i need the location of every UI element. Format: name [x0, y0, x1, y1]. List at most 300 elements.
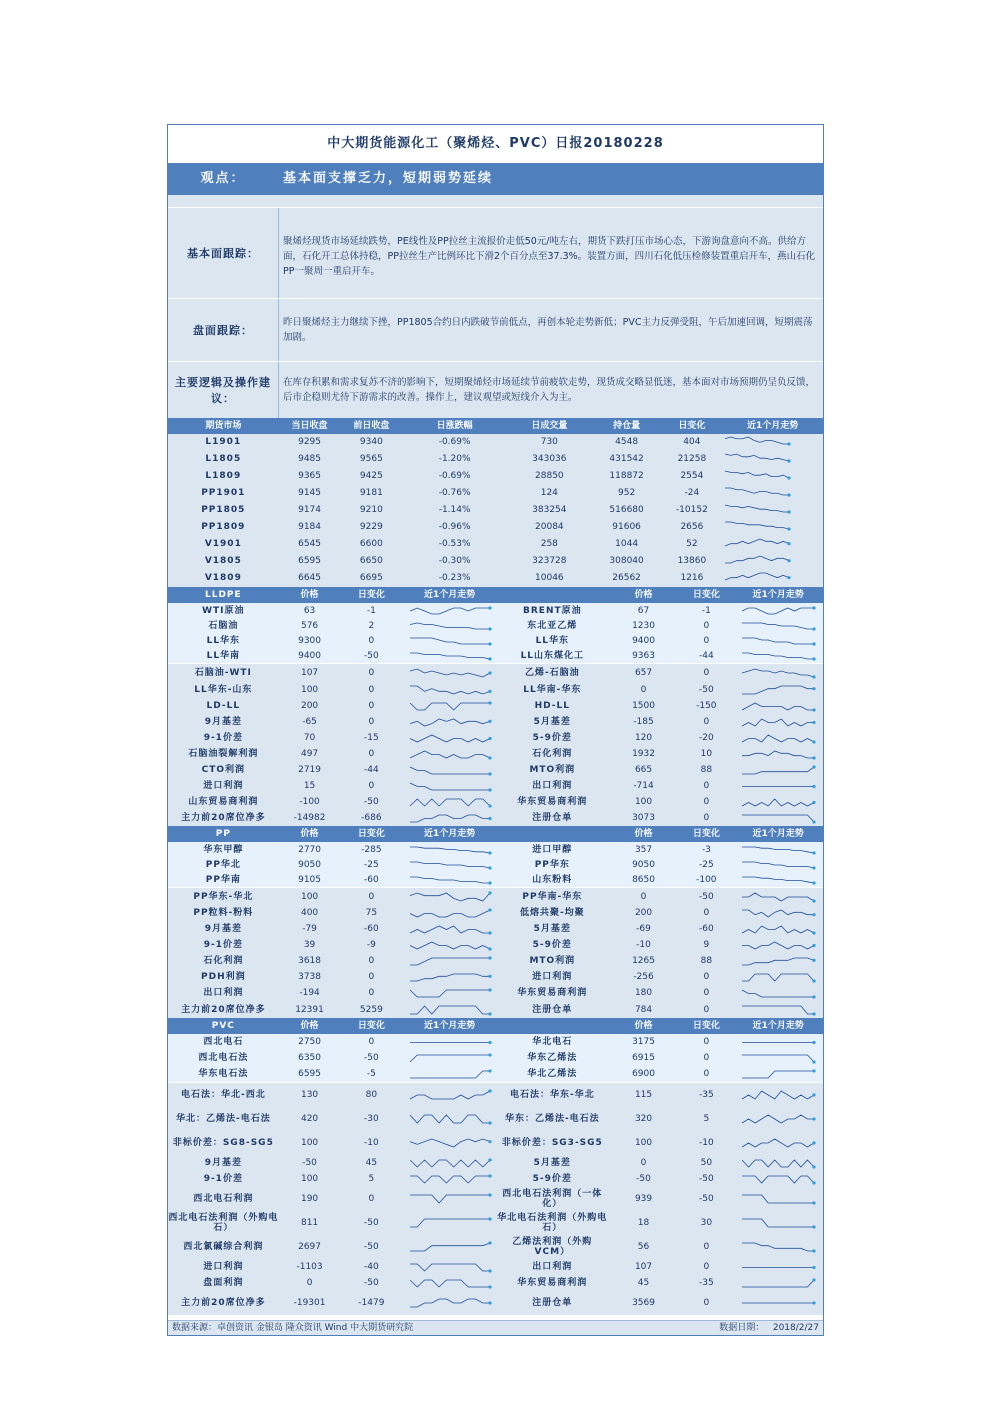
trend-sparkline: [407, 1112, 493, 1126]
data-date-label: 数据日期：: [719, 1323, 765, 1333]
indicator-row: [168, 1259, 823, 1275]
trend-last-point: [813, 606, 816, 609]
indicator-price: -14982: [293, 813, 326, 823]
market-label: 盘面跟踪：: [168, 299, 279, 361]
trend-last-point: [488, 1069, 491, 1072]
trend-sparkline: [407, 1173, 493, 1186]
trend-line: [742, 1091, 814, 1099]
trend-sparkline: [407, 605, 493, 617]
indicator-price: 9400: [298, 650, 322, 661]
indicator-row: [168, 618, 823, 633]
trend-cell: [733, 1001, 823, 1018]
trend-line: [410, 799, 490, 806]
trend-last-point: [488, 1089, 491, 1092]
contract-name: PP1805: [201, 505, 246, 515]
indicator-price: 0: [640, 684, 647, 695]
trend-last-point: [813, 899, 816, 902]
indicator-name: 华东电石法: [198, 1069, 249, 1079]
indicator-name: 出口利润: [532, 781, 573, 791]
indicator-price: 6915: [632, 1053, 655, 1063]
trend-line: [410, 1115, 490, 1123]
indicator-change: 0: [703, 1037, 710, 1047]
spacer-header: [497, 587, 608, 603]
indicator-name: 低熔共聚-均聚: [519, 908, 585, 918]
trend-line: [410, 958, 490, 965]
pct-change: -0.69%: [438, 471, 471, 481]
indicator-change: 5: [368, 1174, 375, 1184]
indicator-change: 75: [365, 908, 378, 918]
trend-last-point: [813, 1060, 816, 1063]
trend-cell: [722, 468, 823, 485]
indicator-change: 30: [700, 1218, 713, 1228]
view-label: 观点：: [200, 171, 246, 186]
trend-sparkline: [739, 1192, 817, 1206]
indicator-name: 乙烯法利润（外购VCM）: [512, 1237, 593, 1257]
trend-last-point: [813, 720, 816, 723]
trend-line: [410, 653, 490, 659]
spacer-header: [497, 1018, 608, 1034]
trend-last-point: [488, 642, 491, 645]
trend-last-point: [813, 1117, 816, 1120]
indicator-name: 出口利润: [203, 988, 244, 998]
indicator-row: [168, 810, 823, 826]
indicator-name: 华东贸易商利润: [517, 988, 588, 998]
indicator-name: 西北电石利润: [193, 1194, 254, 1204]
indicator-name: 9-1价差: [203, 1174, 243, 1184]
trend-line: [410, 719, 490, 726]
indicator-price: 8650: [632, 874, 655, 885]
trend-cell: [402, 953, 497, 969]
volume: 20084: [535, 522, 564, 532]
trend-sparkline: [407, 764, 493, 777]
trend-line: [742, 608, 814, 614]
indicator-change: 88: [700, 765, 713, 775]
trend-cell: [402, 888, 497, 905]
indicator-price: 0: [640, 1158, 647, 1168]
trend-line: [725, 488, 789, 495]
open-interest: 118872: [609, 471, 644, 481]
trend-sparkline: [407, 1068, 493, 1081]
indicator-name: 进口甲醇: [532, 844, 573, 855]
trend-cell: [733, 953, 823, 969]
trend-cell: [402, 937, 497, 953]
trend-sparkline: [739, 700, 817, 713]
trend-cell: [733, 1066, 823, 1082]
indicator-change: -35: [698, 1278, 714, 1288]
trend-last-point: [813, 1093, 816, 1096]
indicator-change: 0: [703, 781, 710, 791]
fundamental-section: [168, 207, 823, 298]
prev-close: 6650: [359, 556, 383, 566]
volume: 258: [540, 539, 558, 549]
trend-sparkline: [722, 536, 792, 549]
trend-cell: [733, 730, 823, 746]
close-price: 9485: [298, 454, 322, 464]
section-name: LLDPE: [204, 590, 242, 600]
contract-name: PP1901: [201, 488, 246, 498]
trend-cell: [402, 969, 497, 985]
futures-row: [168, 468, 823, 485]
trend-last-point: [813, 851, 816, 854]
trend-cell: [733, 842, 823, 857]
trend-sparkline: [407, 683, 493, 697]
indicator-price: 1265: [632, 956, 655, 966]
trend-line: [725, 471, 789, 478]
trend-last-point: [488, 736, 491, 739]
indicator-price: 811: [300, 1218, 319, 1228]
prev-close: 9210: [359, 505, 383, 515]
indicator-name: PP华东-华北: [193, 891, 254, 902]
indicator-price: 665: [634, 765, 653, 775]
indicator-price: -100: [299, 797, 320, 807]
indicator-change: 5259: [359, 1004, 383, 1015]
futures-row: [168, 485, 823, 502]
trend-last-point: [813, 756, 816, 759]
open-interest: 26562: [612, 573, 641, 583]
trend-line: [410, 703, 490, 710]
trend-sparkline: [739, 923, 817, 936]
indicator-name: 主力前20席位净多: [181, 1298, 266, 1308]
trend-cell: [733, 921, 823, 937]
market-text: 昨日聚烯烃主力继续下挫，PP1805合约日内跌破节前低点，再创本轮走势新低；PVC主力反弹受阻，午后加速回调，短期震荡加剧。: [283, 317, 813, 343]
indicator-price: 100: [634, 1138, 653, 1148]
indicator-row: [168, 921, 823, 937]
trend-cell: [733, 1211, 823, 1235]
change-header: 日变化: [357, 829, 385, 839]
indicator-price: -50: [636, 1174, 651, 1184]
indicator-name: PP华南: [205, 874, 241, 885]
lldpe-header: [168, 587, 823, 603]
trend-last-point: [813, 958, 816, 961]
oi-change: 13860: [677, 556, 707, 566]
indicator-change: 0: [703, 1262, 710, 1272]
trend-last-point: [813, 627, 816, 630]
indicator-name: 5-9价差: [532, 1174, 572, 1184]
pct-change: -0.53%: [438, 539, 471, 549]
trend-last-point: [788, 527, 791, 530]
indicator-row: [168, 985, 823, 1001]
trend-sparkline: [739, 1088, 817, 1102]
trend-sparkline: [407, 1136, 493, 1150]
indicator-change: -1: [701, 605, 711, 616]
indicator-row: [168, 937, 823, 953]
trend-last-point: [488, 1121, 491, 1124]
trend-sparkline: [407, 700, 493, 713]
indicator-price: 1230: [632, 620, 655, 631]
indicator-name: PP粒料-粉料: [193, 908, 254, 918]
close-price: 9365: [298, 471, 322, 481]
indicator-change: -10: [698, 1138, 714, 1148]
indicator-change: 10: [700, 749, 713, 759]
trend-header: 近1个月走势: [752, 590, 804, 600]
indicator-name: 石脑油: [208, 620, 239, 631]
trend-line: [725, 522, 789, 529]
trend-line: [742, 1243, 814, 1251]
indicator-change: 0: [368, 635, 375, 646]
trend-sparkline: [739, 907, 817, 920]
indicator-row: [168, 746, 823, 762]
trend-line: [410, 1243, 490, 1251]
indicator-price: 107: [634, 1262, 653, 1272]
indicator-price: 190: [300, 1194, 319, 1204]
trend-sparkline: [407, 796, 493, 809]
indicator-change: 88: [700, 956, 713, 966]
trend-last-point: [788, 542, 791, 545]
indicator-price: 0: [306, 1278, 313, 1288]
trend-sparkline: [407, 907, 493, 920]
trend-sparkline: [739, 1240, 817, 1254]
trend-cell: [402, 905, 497, 921]
trend-sparkline: [407, 1192, 493, 1206]
indicator-price: 3073: [632, 813, 655, 823]
trend-last-point: [813, 979, 816, 982]
trend-last-point: [488, 866, 491, 869]
view-text: 基本面支撑乏力，短期弱势延续: [283, 171, 494, 186]
trend-cell: [733, 633, 823, 648]
indicator-row: [168, 842, 823, 857]
indicator-change: 5: [703, 1114, 710, 1124]
trend-line: [410, 1219, 490, 1227]
indicator-change: 45: [365, 1158, 378, 1168]
indicator-price: 939: [634, 1194, 653, 1204]
indicator-price: 784: [634, 1004, 653, 1015]
indicator-name: 华北电石法利润（外购电石）: [497, 1213, 608, 1233]
futures-header-cell: 当日收盘: [291, 421, 328, 431]
indicator-row: [168, 905, 823, 921]
trend-line: [742, 719, 814, 726]
indicator-row: [168, 1082, 823, 1107]
indicator-change: 2: [368, 620, 375, 631]
indicator-change: -25: [698, 859, 714, 870]
indicator-price: 3569: [632, 1298, 655, 1308]
trend-line: [742, 686, 814, 694]
indicator-price: 3618: [298, 956, 322, 966]
indicator-price: 1500: [632, 701, 655, 711]
trend-cell: [733, 714, 823, 730]
trend-line: [410, 974, 490, 981]
change-header: 日变化: [357, 1021, 385, 1031]
indicator-price: 180: [634, 988, 653, 998]
trend-last-point: [813, 1165, 816, 1168]
trend-cell: [402, 1034, 497, 1050]
indicator-name: 石脑油-WTI: [194, 667, 252, 678]
trend-cell: [722, 536, 823, 553]
trend-sparkline: [739, 796, 817, 809]
trend-last-point: [788, 559, 791, 562]
trend-last-point: [488, 1285, 491, 1288]
trend-sparkline: [407, 1003, 493, 1017]
trend-line: [410, 942, 490, 949]
trend-line: [742, 703, 814, 710]
indicator-change: 0: [703, 988, 710, 998]
indicator-change: 80: [365, 1090, 378, 1100]
trend-line: [410, 1280, 490, 1287]
trend-last-point: [488, 1140, 491, 1143]
indicator-name: 进口利润: [532, 972, 573, 982]
trend-cell: [733, 1171, 823, 1187]
trend-line: [410, 990, 490, 997]
indicator-name: 出口利润: [532, 1262, 573, 1272]
indicator-name: PDH利润: [201, 972, 246, 982]
indicator-name: 电石法：华北-西北: [180, 1090, 266, 1100]
prev-close: 9565: [359, 454, 383, 464]
trend-cell: [722, 485, 823, 502]
indicator-name: 华东贸易商利润: [517, 1278, 588, 1288]
trend-header: 近1个月走势: [424, 1021, 476, 1031]
indicator-change: -40: [364, 1262, 379, 1272]
indicator-price: 39: [303, 940, 316, 950]
indicator-name: CTO利润: [201, 765, 246, 775]
trend-cell: [402, 730, 497, 746]
trend-sparkline: [407, 987, 493, 1000]
trend-cell: [402, 794, 497, 810]
indicator-change: 0: [703, 635, 710, 646]
trend-sparkline: [407, 748, 493, 761]
trend-last-point: [813, 1040, 816, 1043]
trend-last-point: [813, 765, 816, 768]
trend-last-point: [813, 800, 816, 803]
trend-cell: [722, 451, 823, 468]
trend-line: [742, 958, 814, 965]
trend-line: [742, 1006, 814, 1014]
trend-last-point: [813, 931, 816, 934]
futures-row: [168, 570, 823, 587]
indicator-name: 华东甲醇: [203, 844, 244, 855]
trend-last-point: [813, 708, 816, 711]
indicator-name: 5-9价差: [532, 733, 572, 743]
indicator-name: WTI原油: [202, 605, 245, 616]
indicator-change: 9: [703, 940, 710, 950]
trend-line: [410, 686, 490, 694]
trend-line: [742, 893, 814, 901]
trend-last-point: [813, 1201, 816, 1204]
futures-header-cell: 持仓量: [613, 421, 641, 431]
indicator-change: 0: [368, 684, 375, 695]
trend-cell: [402, 778, 497, 794]
indicator-price: -50: [302, 1158, 317, 1168]
indicator-name: LL华南-华东: [523, 684, 582, 695]
trend-sparkline: [407, 650, 493, 662]
trend-line: [742, 1195, 814, 1203]
trend-line: [742, 910, 814, 917]
trend-line: [725, 556, 789, 563]
trend-sparkline: [739, 859, 817, 871]
indicator-change: 0: [703, 667, 710, 678]
trend-cell: [402, 681, 497, 698]
indicator-price: 18: [637, 1218, 650, 1228]
futures-header-cell: 日涨跌幅: [436, 421, 473, 431]
indicator-price: 63: [303, 605, 316, 616]
indicator-name: LL华东-山东: [194, 684, 253, 695]
volume: 730: [540, 437, 558, 447]
trend-line: [742, 767, 814, 774]
trend-last-point: [813, 1069, 816, 1072]
trend-last-point: [488, 1158, 491, 1161]
trend-line: [410, 783, 490, 790]
trend-line: [410, 1160, 490, 1167]
trend-cell: [733, 857, 823, 872]
indicator-row: [168, 1155, 823, 1171]
indicator-name: 华北：乙烯法-电石法: [175, 1114, 271, 1124]
close-price: 9295: [298, 437, 322, 447]
trend-sparkline: [739, 1157, 817, 1170]
trend-line: [410, 669, 490, 677]
trend-cell: [722, 570, 823, 587]
trend-last-point: [813, 913, 816, 916]
indicator-row: [168, 969, 823, 985]
indicator-price: 3738: [298, 972, 322, 982]
trend-line: [742, 926, 814, 933]
indicator-price: 15: [303, 781, 316, 791]
trend-last-point: [813, 995, 816, 998]
indicator-name: 华东贸易商利润: [517, 797, 588, 807]
trend-last-point: [788, 476, 791, 479]
indicator-name: 石脑油裂解利润: [188, 749, 259, 759]
trend-last-point: [488, 1301, 491, 1304]
trend-last-point: [813, 1265, 816, 1268]
indicator-change: -100: [696, 874, 717, 885]
trend-sparkline: [407, 923, 493, 936]
data-date-value: 2018/2/27: [772, 1323, 819, 1333]
indicator-change: 0: [703, 620, 710, 631]
trend-cell: [733, 698, 823, 714]
indicator-row: [168, 1131, 823, 1155]
trend-cell: [402, 857, 497, 872]
trend-cell: [733, 1235, 823, 1259]
trend-sparkline: [739, 874, 817, 886]
trend-last-point: [488, 851, 491, 854]
trend-sparkline: [407, 844, 493, 856]
trend-sparkline: [407, 955, 493, 968]
trend-line: [742, 1219, 814, 1227]
trend-cell: [402, 810, 497, 826]
trend-sparkline: [407, 732, 493, 745]
open-interest: 91606: [612, 522, 641, 532]
indicator-change: -10: [364, 1138, 379, 1148]
open-interest: 431542: [609, 454, 644, 464]
trend-cell: [402, 664, 497, 681]
trend-sparkline: [739, 971, 817, 984]
trend-sparkline: [407, 971, 493, 984]
trend-cell: [733, 1034, 823, 1050]
trend-last-point: [788, 576, 791, 579]
trend-line: [742, 669, 814, 677]
daily-report: [167, 124, 824, 1336]
indicator-price: 70: [303, 733, 316, 743]
trend-sparkline: [739, 1036, 817, 1049]
indicator-row: [168, 714, 823, 730]
trend-last-point: [488, 891, 491, 894]
indicator-row: [168, 648, 823, 663]
indicator-change: 0: [368, 667, 375, 678]
trend-sparkline: [739, 1173, 817, 1186]
indicator-change: 0: [368, 988, 375, 998]
pvc-header: [168, 1018, 823, 1034]
trend-cell: [733, 681, 823, 698]
indicator-change: 0: [703, 813, 710, 823]
lldpe-table: [168, 587, 823, 826]
indicator-row: [168, 953, 823, 969]
indicator-change: 0: [703, 1069, 710, 1079]
indicator-name: 石化利润: [532, 749, 573, 759]
trend-line: [742, 974, 814, 981]
futures-header-cell: 日成交量: [531, 421, 568, 431]
indicator-change: 0: [368, 1194, 375, 1204]
indicator-change: -50: [698, 684, 714, 695]
indicator-name: 5-9价差: [532, 940, 572, 950]
indicator-name: 注册仓单: [532, 1298, 573, 1308]
indicator-name: 西北电石法利润（外购电石）: [168, 1213, 279, 1233]
